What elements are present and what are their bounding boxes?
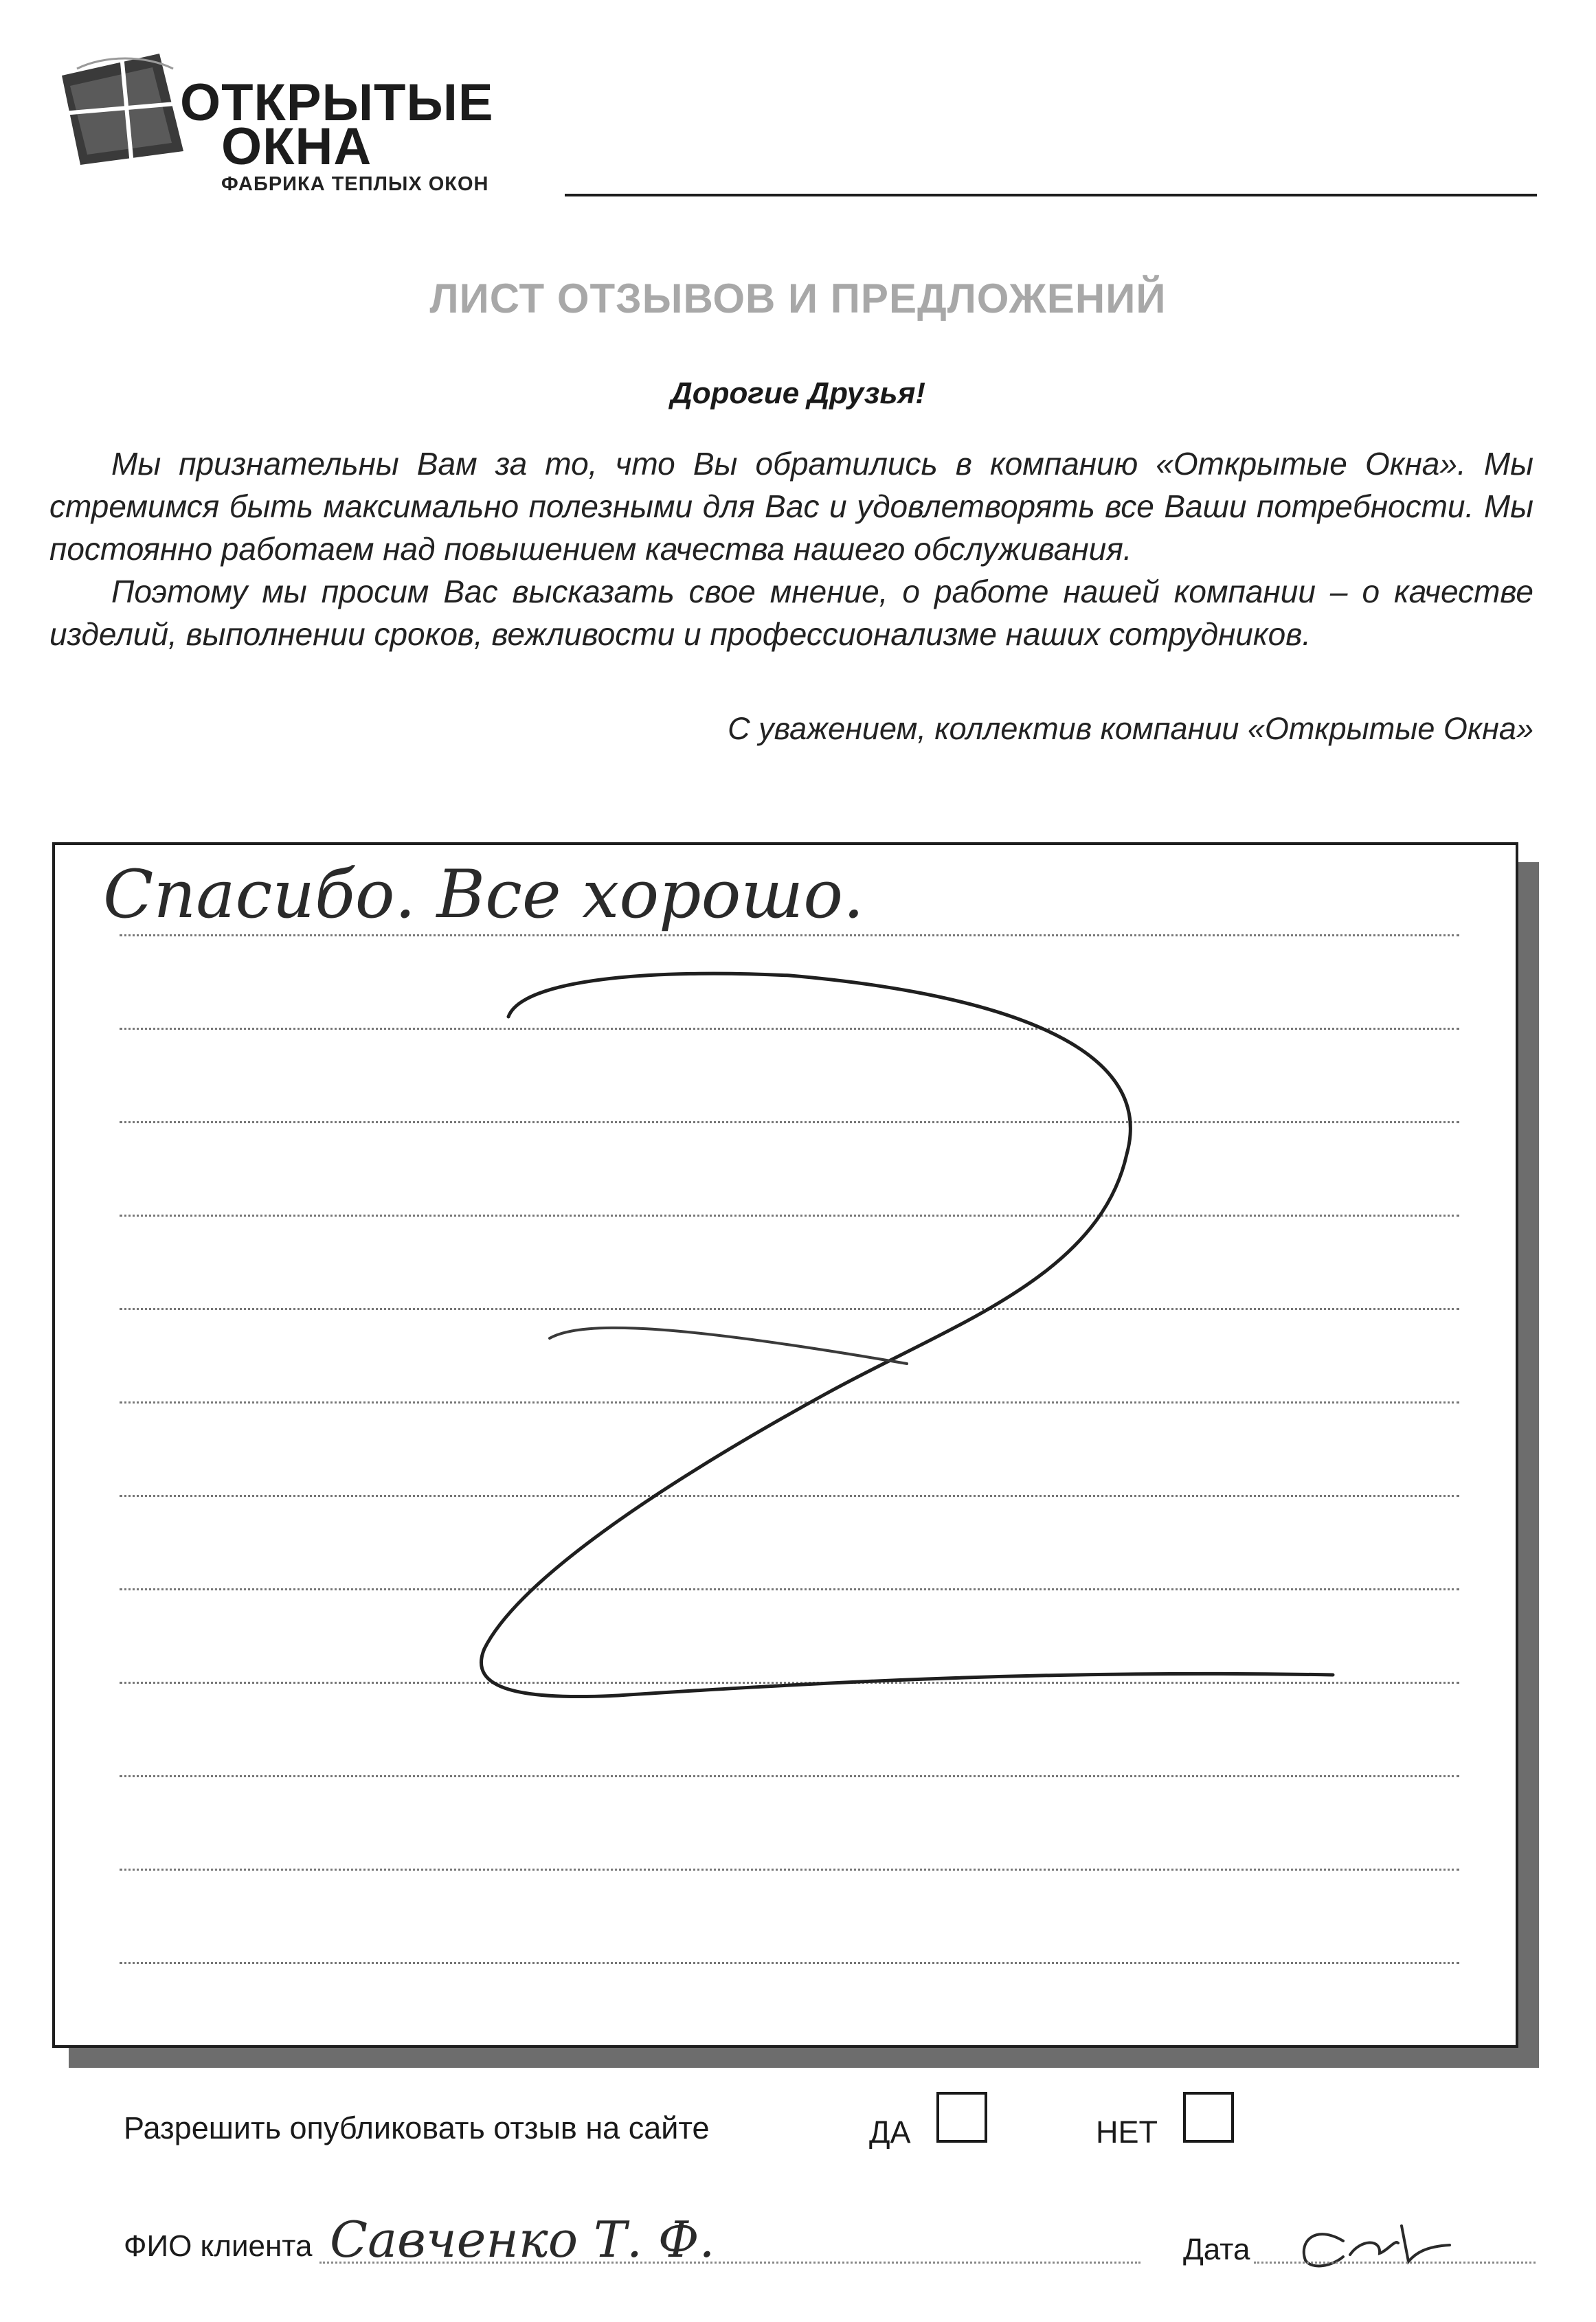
company-tagline: ФАБРИКА ТЕПЛЫХ ОКОН <box>221 173 489 195</box>
signoff: С уважением, коллектив компании «Открытые Окна» <box>728 711 1533 746</box>
page-title: ЛИСТ ОТЗЫВОВ И ПРЕДЛОЖЕНИЙ <box>429 275 1167 322</box>
header-rule <box>565 194 1537 196</box>
handwritten-feedback: Спасибо. Все хорошо. <box>103 856 864 933</box>
feedback-box[interactable] <box>52 842 1518 2048</box>
date-label: Дата <box>1183 2233 1250 2266</box>
publish-no-checkbox[interactable] <box>1183 2092 1234 2143</box>
publish-yes-checkbox[interactable] <box>936 2092 987 2143</box>
intro-text <box>49 442 1533 655</box>
writing-line <box>120 1121 1459 1123</box>
writing-line <box>120 1028 1459 1030</box>
writing-line <box>120 1869 1459 1871</box>
handwritten-client-name: Савченко Т. Ф. <box>330 2211 715 2268</box>
client-name-field[interactable] <box>319 2262 1140 2264</box>
intro-paragraph-2: Поэтому мы просим Вас высказать свое мнение, о работе нашей компании – о качестве изделий, выполнении сроков, вежливости и профессионализме наших сотрудников. <box>49 574 1533 652</box>
writing-line <box>120 1588 1459 1590</box>
writing-line <box>120 1308 1459 1310</box>
greeting: Дорогие Друзья! <box>670 376 926 410</box>
writing-line <box>120 1682 1459 1684</box>
publish-no-label: НЕТ <box>1096 2115 1158 2150</box>
publish-yes-label: ДА <box>869 2115 911 2150</box>
client-name-label: ФИО клиента <box>124 2229 313 2263</box>
writing-line <box>120 1215 1459 1217</box>
writing-line <box>120 1401 1459 1404</box>
company-logo-name <box>180 74 494 176</box>
writing-line <box>120 1962 1459 1964</box>
writing-line <box>120 934 1459 936</box>
company-logo-mark <box>56 48 187 168</box>
logo-line-1: ОТКРЫТЫЕ <box>180 74 494 132</box>
writing-line <box>120 1775 1459 1777</box>
publish-permission-label: Разрешить опубликовать отзыв на сайте <box>124 2110 710 2145</box>
date-scribble <box>1304 2226 1450 2266</box>
intro-paragraph-1: Мы признательны Вам за то, что Вы обратились в компанию «Открытые Окна». Мы стремимся быть максимально полезными для Вас и удовлетворять все Ваши потребности. Мы постоянно работаем над повышением качества нашего обслуживания. <box>49 446 1533 567</box>
logo-line-2: ОКНА <box>221 117 372 176</box>
date-field[interactable] <box>1254 2262 1536 2264</box>
writing-line <box>120 1495 1459 1497</box>
